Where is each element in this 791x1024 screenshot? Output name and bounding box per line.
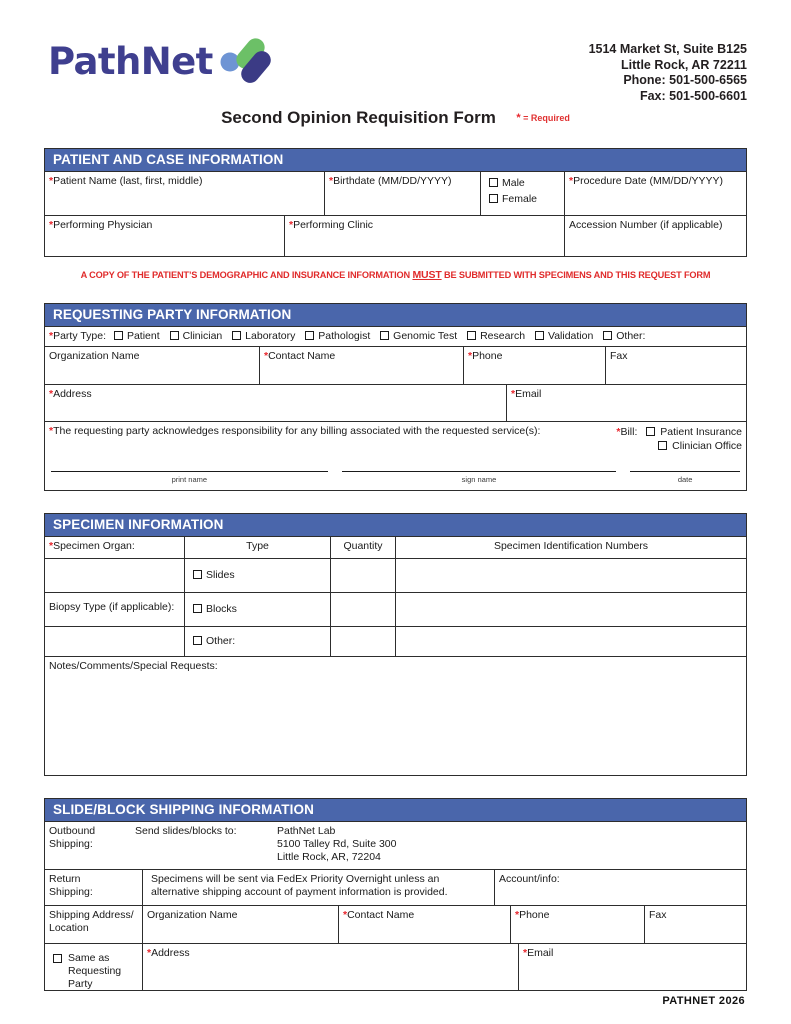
requesting-fax-label: Fax: [610, 350, 628, 362]
checkbox-blocks-icon[interactable]: [193, 604, 202, 613]
address-line-4: Fax: 501-500-6601: [639, 88, 747, 103]
required-star: *: [49, 219, 54, 231]
shipping-contact-field[interactable]: [339, 906, 511, 943]
checkbox-genomic-test-icon[interactable]: [380, 331, 389, 340]
acknowledgement-text-wrap: [49, 425, 616, 453]
patient-grid: [44, 171, 747, 257]
shipping-organization-label: Organization Name: [147, 909, 238, 921]
checkbox-male-icon[interactable]: [489, 178, 498, 187]
party-type-option-validation[interactable]: [535, 330, 593, 343]
return-shipping-label-line1: Return: [49, 873, 81, 885]
address-line-1: 1514 Market St, Suite B125: [588, 42, 747, 56]
shipping-address-location-label: [45, 906, 143, 943]
specimen-ids-other[interactable]: [396, 627, 746, 656]
party-type-label-validation: Validation: [547, 330, 594, 342]
specimen-grid: [44, 536, 747, 776]
shipping-contact-label: Contact Name: [347, 909, 415, 921]
procedure-date-field[interactable]: [565, 172, 746, 215]
checkbox-clinician-icon[interactable]: [170, 331, 179, 340]
notes-field[interactable]: [45, 657, 746, 775]
specimen-column-type: [185, 537, 331, 558]
requesting-organization-label: Organization Name: [49, 350, 140, 362]
address-line-3: Phone: 501-500-6565: [623, 73, 747, 87]
birthdate-field[interactable]: [325, 172, 481, 215]
bill-label-patient-insurance: Patient Insurance: [660, 426, 742, 438]
send-to-label: Send slides/blocks to:: [135, 825, 237, 837]
requesting-email-label: Email: [515, 388, 542, 400]
lab-address-line-2: 5100 Talley Rd, Suite 300: [277, 838, 397, 850]
required-star: *: [264, 350, 269, 362]
required-legend-star: *: [516, 112, 521, 124]
requesting-fax-field[interactable]: [606, 347, 746, 384]
party-type-label-pathologist: Pathologist: [318, 330, 371, 342]
requesting-grid: [44, 326, 747, 491]
checkbox-specimen-other-icon[interactable]: [193, 636, 202, 645]
specimen-quantity-slides[interactable]: [331, 559, 396, 592]
specimen-section-heading: SPECIMEN INFORMATION: [44, 513, 747, 536]
performing-physician-field[interactable]: [45, 216, 285, 256]
shipping-email-label: Email: [527, 947, 554, 959]
checkbox-research-icon[interactable]: [467, 331, 476, 340]
specimen-type-label-blocks: Blocks: [206, 603, 237, 615]
specimen-ids-slides[interactable]: [396, 559, 746, 592]
specimen-ids-blocks[interactable]: [396, 593, 746, 626]
pathnet-logo: [48, 38, 275, 84]
same-as-requesting-party-option[interactable]: [45, 944, 143, 990]
shipping-address-field[interactable]: [143, 944, 519, 990]
signature-label-print: print name: [171, 475, 208, 484]
requesting-section-heading: REQUESTING PARTY INFORMATION: [44, 303, 747, 326]
specimen-section: [44, 513, 747, 776]
party-type-group[interactable]: [45, 327, 746, 346]
bill-selector[interactable]: [616, 425, 742, 453]
shipping-contact-row: [45, 906, 746, 944]
specimen-type-other[interactable]: [185, 627, 331, 656]
gender-label-male: Male: [502, 177, 525, 189]
shipping-section: [44, 798, 747, 991]
outbound-shipping-row: [45, 822, 746, 870]
acknowledgement-text: The requesting party acknowledges responsibility for any billing associated with the requested service(s):: [53, 425, 541, 437]
outbound-shipping-label: [49, 825, 135, 867]
shipping-section-heading: SLIDE/BLOCK SHIPPING INFORMATION: [44, 798, 747, 821]
required-star: *: [569, 175, 574, 187]
lab-address-line-1: PathNet Lab: [277, 825, 336, 837]
patient-row-2: [45, 216, 746, 256]
form-title-row: [0, 108, 791, 128]
checkbox-female-icon[interactable]: [489, 194, 498, 203]
specimen-column-ids: [396, 537, 746, 558]
required-star: *: [523, 947, 528, 959]
account-info-label: Account/info:: [499, 873, 560, 885]
shipping-email-field[interactable]: [519, 944, 746, 990]
required-star: *: [289, 219, 294, 231]
party-type-option-genomic-test[interactable]: [380, 330, 457, 343]
required-legend: [516, 112, 570, 124]
requesting-address-field[interactable]: [45, 385, 507, 421]
demographic-notice: [44, 269, 747, 281]
checkbox-clinician-office-icon[interactable]: [658, 441, 667, 450]
specimen-column-type-label: Type: [246, 540, 269, 552]
shipping-fax-label: Fax: [649, 909, 667, 921]
party-type-label-genomic-test: Genomic Test: [393, 330, 458, 342]
party-type-option-patient[interactable]: [114, 330, 160, 343]
return-shipping-row: [45, 870, 746, 906]
checkbox-slides-icon[interactable]: [193, 570, 202, 579]
shipping-grid: [44, 821, 747, 991]
procedure-date-label: Procedure Date (MM/DD/YYYY): [573, 175, 724, 187]
checkbox-laboratory-icon[interactable]: [232, 331, 241, 340]
checkbox-patient-insurance-icon[interactable]: [646, 427, 655, 436]
birthdate-label: Birthdate (MM/DD/YYYY): [333, 175, 452, 187]
specimen-column-quantity: [331, 537, 396, 558]
bill-label-clinician-office: Clinician Office: [672, 440, 742, 452]
return-shipping-label-line2: Shipping:: [49, 886, 93, 898]
party-type-option-research[interactable]: [467, 330, 525, 343]
logo-wordmark: PathNet: [48, 39, 213, 83]
shipping-phone-label: Phone: [519, 909, 550, 921]
signature-print-name[interactable]: [51, 471, 328, 486]
outbound-shipping-label-line2: Shipping:: [49, 838, 93, 850]
shipping-organization-field[interactable]: [143, 906, 339, 943]
patient-row-1: [45, 172, 746, 216]
outbound-shipping-label-line1: Outbound: [49, 825, 96, 837]
signature-row: [45, 471, 746, 488]
checkbox-other-icon[interactable]: [603, 331, 612, 340]
required-star: *: [49, 425, 54, 437]
specimen-row-slides: [45, 559, 746, 593]
signature-date[interactable]: [630, 471, 740, 486]
notice-emphasis: MUST: [412, 269, 442, 281]
specimen-quantity-other[interactable]: [331, 627, 396, 656]
signature-label-sign: sign name: [461, 475, 497, 484]
required-star: *: [343, 909, 348, 921]
patient-and-case-section: [44, 148, 747, 257]
accession-number-label: Accession Number (if applicable): [569, 219, 723, 231]
shipping-address-label-line1: Shipping Address/: [49, 909, 134, 921]
bill-option-clinician-office[interactable]: [616, 439, 742, 453]
specimen-type-label-other: Other:: [206, 635, 236, 647]
requesting-address-label: Address: [53, 388, 92, 400]
biopsy-type-field[interactable]: [45, 593, 185, 626]
biopsy-type-input[interactable]: [45, 627, 185, 656]
requesting-contact-label: Contact Name: [268, 350, 336, 362]
required-star: *: [468, 350, 473, 362]
address-line-2: Little Rock, AR 72211: [621, 57, 747, 72]
notice-part-1: A COPY OF THE PATIENT’S DEMOGRAPHIC AND INSURANCE INFORMATION: [80, 270, 413, 280]
required-star: *: [49, 388, 54, 400]
party-type-row: [45, 327, 746, 347]
shipping-address-row: [45, 944, 746, 990]
required-star: *: [616, 426, 621, 438]
party-type-label-patient: Patient: [126, 330, 160, 342]
party-type-option-other[interactable]: [603, 330, 645, 343]
company-address: [589, 42, 747, 104]
party-type-option-clinician[interactable]: [170, 330, 223, 343]
required-star: *: [49, 175, 54, 187]
lab-address: [277, 825, 396, 867]
account-info-field[interactable]: [495, 870, 746, 905]
requesting-organization-field[interactable]: [45, 347, 260, 384]
specimen-column-quantity-label: Quantity: [343, 540, 383, 552]
requesting-phone-field[interactable]: [464, 347, 606, 384]
shipping-address-label-line2: Location: [49, 922, 89, 934]
required-star: *: [147, 947, 152, 959]
notice-part-2: BE SUBMITTED WITH SPECIMENS AND THIS REQUEST FORM: [441, 270, 711, 280]
checkbox-patient-icon[interactable]: [114, 331, 123, 340]
requesting-party-section: [44, 303, 747, 491]
required-star: *: [329, 175, 334, 187]
performing-clinic-label: Performing Clinic: [293, 219, 374, 231]
gender-label-female: Female: [502, 193, 538, 205]
notes-label: Notes/Comments/Special Requests:: [49, 660, 218, 672]
party-type-label-laboratory: Laboratory: [245, 330, 296, 342]
requesting-email-field[interactable]: [507, 385, 746, 421]
specimen-organ-input[interactable]: [45, 559, 185, 592]
bill-label: Bill:: [620, 426, 638, 438]
gender-option-male[interactable]: [489, 177, 560, 190]
shipping-fax-field[interactable]: [645, 906, 746, 943]
specimen-quantity-blocks[interactable]: [331, 593, 396, 626]
patient-name-label: Patient Name (last, first, middle): [53, 175, 203, 187]
specimen-type-slides[interactable]: [185, 559, 331, 592]
party-type-label-research: Research: [480, 330, 526, 342]
shipping-phone-field[interactable]: [511, 906, 645, 943]
specimen-column-ids-label: Specimen Identification Numbers: [493, 540, 649, 552]
specimen-organ-field[interactable]: [45, 537, 185, 558]
signature-label-date: date: [677, 475, 693, 484]
acknowledgement-line: [45, 422, 746, 453]
gender-option-female[interactable]: [489, 193, 560, 206]
required-star: *: [49, 330, 54, 342]
gender-selector[interactable]: [481, 172, 565, 215]
performing-physician-label: Performing Physician: [53, 219, 153, 231]
return-shipping-label: [45, 870, 143, 905]
outbound-shipping-cell: [45, 822, 746, 869]
requesting-contact-row: [45, 347, 746, 385]
patient-section-heading: PATIENT AND CASE INFORMATION: [44, 148, 747, 171]
requesting-phone-label: Phone: [472, 350, 503, 362]
required-star: *: [49, 540, 54, 552]
specimen-type-label-slides: Slides: [206, 569, 235, 581]
signature-sign-name[interactable]: [342, 471, 617, 486]
specimen-notes-row: [45, 657, 746, 775]
party-type-option-pathologist[interactable]: [305, 330, 370, 343]
requesting-contact-field[interactable]: [260, 347, 464, 384]
specimen-type-blocks[interactable]: [185, 593, 331, 626]
specimen-header-row: [45, 537, 746, 559]
lab-address-line-3: Little Rock, AR, 72204: [277, 851, 381, 863]
patient-name-field[interactable]: [45, 172, 325, 215]
pathnet-logo-mark-icon: [219, 38, 275, 84]
same-as-requesting-party-label: Same as Requesting Party: [68, 952, 122, 990]
performing-clinic-field[interactable]: [285, 216, 565, 256]
biopsy-type-label: Biopsy Type (if applicable):: [49, 601, 175, 613]
checkbox-pathologist-icon[interactable]: [305, 331, 314, 340]
specimen-organ-label: Specimen Organ:: [53, 540, 135, 552]
specimen-row-blocks: [45, 593, 746, 627]
requesting-address-row: [45, 385, 746, 422]
party-type-label-other: Other:: [616, 330, 646, 342]
specimen-row-other: [45, 627, 746, 657]
required-legend-text: = Required: [523, 113, 570, 123]
page-header: [0, 0, 791, 108]
party-type-option-laboratory[interactable]: [232, 330, 295, 343]
bill-option-patient-insurance[interactable]: [616, 425, 742, 439]
party-type-label: Party Type:: [53, 330, 107, 342]
shipping-address-input-label: Address: [151, 947, 190, 959]
billing-acknowledgement-row: [45, 422, 746, 490]
footer-mark: PATHNET 2026: [662, 995, 745, 1007]
checkbox-same-as-requesting-party-icon[interactable]: [53, 954, 62, 963]
party-type-label-clinician: Clinician: [182, 330, 223, 342]
return-shipping-text: Specimens will be sent via FedEx Priority Overnight unless an alternative shipping account of payment information is provided.: [143, 870, 495, 905]
page-title: Second Opinion Requisition Form: [221, 108, 496, 127]
required-star: *: [515, 909, 520, 921]
accession-number-field[interactable]: [565, 216, 746, 256]
checkbox-validation-icon[interactable]: [535, 331, 544, 340]
required-star: *: [511, 388, 516, 400]
